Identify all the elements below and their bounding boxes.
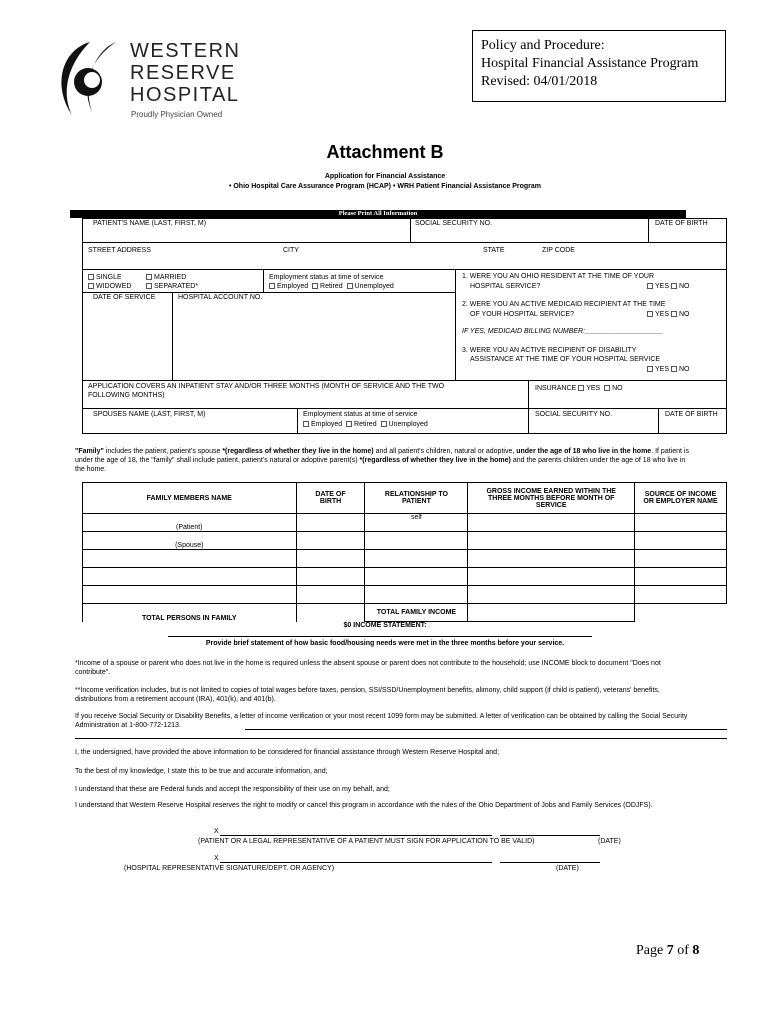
- question-2b: OF YOUR HOSPITAL SERVICE?: [470, 311, 574, 318]
- retired-checkbox[interactable]: [346, 421, 352, 427]
- question-3a: 3. WERE YOU AN ACTIVE RECIPIENT OF DISABILITY: [462, 347, 637, 354]
- patient-sig-x: X: [214, 828, 219, 835]
- policy-line-3: Revised: 04/01/2018: [481, 74, 598, 89]
- total-income-label: TOTAL FAMILY INCOME: [365, 604, 468, 622]
- subtitle-1: Application for Financial Assistance: [324, 173, 446, 180]
- col-relationship: RELATIONSHIP TO PATIENT: [365, 483, 468, 514]
- question-1a: 1. WERE YOU AN OHIO RESIDENT AT THE TIME OF YOUR: [462, 273, 655, 280]
- question-3b: ASSISTANCE AT THE TIME OF YOUR HOSPITAL SERVICE: [470, 356, 661, 363]
- zip-label: ZIP CODE: [542, 247, 575, 254]
- hospital-signature-line[interactable]: [220, 862, 492, 863]
- coverage-label-2: FOLLOWING MONTHS): [88, 392, 165, 399]
- page-title: Attachment B: [326, 142, 444, 162]
- page-number: Page 7 of 8: [636, 943, 700, 958]
- employed-checkbox[interactable]: [269, 283, 275, 289]
- patient-sig-caption: (PATIENT OR A LEGAL REPRESENTATIVE OF A PATIENT MUST SIGN FOR APPLICATION TO BE VALID): [198, 838, 535, 845]
- q2-options: YES NO: [647, 311, 689, 320]
- policy-line-2: Hospital Financial Assistance Program: [481, 56, 699, 71]
- retired-checkbox[interactable]: [312, 283, 318, 289]
- logo-line-2: RESERVE: [130, 62, 236, 84]
- spouse-ssn-label: SOCIAL SECURITY NO.: [535, 411, 613, 418]
- spouse-name-label: SPOUSES NAME (LAST, FIRST, M): [93, 411, 206, 418]
- note-spouse-income: *Income of a spouse or parent who does not live in the home is required unless the absent spouse or parent does not contribute to the household; use INCOME block to document "Does not contribute".: [75, 660, 661, 676]
- family-definition: "Family" includes the patient, patient's spouse *(regardless of whether they live in the home) and all patient's children, natural or adoptive, under the age of 18 who live in the home. If patient is under the age of 18, the "family" shall include patient, patient's natural or adoptive parent(s) *(regardless of whether they live in the home) and the parents children under the age of 18 who live in the home.: [75, 448, 689, 473]
- yes-checkbox[interactable]: [578, 385, 584, 391]
- note-income-verification: **Income verification includes, but is not limited to copies of total wages before taxes, pension, SSI/SSD/Unemployment benefits, alimony, child support (if child is patient), veterans' benefits, distributions from a retirement account (IRA), 401(k), and 401(b).: [75, 687, 660, 703]
- question-2a: 2. WERE YOU AN ACTIVE MEDICAID RECIPIENT AT THE TIME: [462, 301, 666, 308]
- table-row: [83, 550, 727, 568]
- patient-row-relationship[interactable]: self: [365, 514, 468, 532]
- total-persons-label: TOTAL PERSONS IN FAMILY: [83, 604, 297, 622]
- q1-options: YES NO: [647, 283, 689, 292]
- zero-income-statement: Provide brief statement of how basic food/housing needs were met in the three months before your service.: [205, 640, 565, 647]
- coverage-label-1: APPLICATION COVERS AN INPATIENT STAY AND/OR THREE MONTHS (MONTH OF SERVICE AND THE TWO: [88, 383, 445, 390]
- employed-checkbox[interactable]: [303, 421, 309, 427]
- checkbox-icon: [88, 283, 94, 289]
- marital-married[interactable]: MARRIED: [146, 274, 186, 283]
- patient-date-caption: (DATE): [598, 838, 621, 845]
- medicaid-number-label: IF YES, MEDICAID BILLING NUMBER:____________________: [462, 328, 663, 335]
- table-row: [83, 586, 727, 604]
- yes-checkbox[interactable]: [647, 311, 653, 317]
- family-members-table: [82, 482, 727, 622]
- hospital-logo: [52, 40, 122, 120]
- hospital-sig-caption: (HOSPITAL REPRESENTATIVE SIGNATURE/DEPT. OR AGENCY): [124, 865, 335, 872]
- q3-options: YES NO: [647, 366, 689, 375]
- spouse-row-name[interactable]: (Spouse): [83, 532, 297, 550]
- declaration-4: I understand that Western Reserve Hospital reserves the right to modify or cancel this program in accordance with the rules of the Ohio Department of Jobs and Family Services (ODJFS).: [75, 802, 653, 809]
- declaration-1: I, the undersigned, have provided the above information to be considered for financial assistance through Western Reserve Hospital and;: [75, 749, 500, 756]
- street-label: STREET ADDRESS: [88, 247, 151, 254]
- declaration-2: To the best of my knowledge, I state this to be true and accurate information, and;: [75, 768, 328, 775]
- hospital-account-label: HOSPITAL ACCOUNT NO.: [178, 294, 263, 301]
- question-1b: HOSPITAL SERVICE?: [470, 283, 541, 290]
- note-social-security: If you receive Social Security or Disability Benefits, a letter of income verification or your most recent 1099 form may be submitted. A letter of verification can be obtained by calling the Social Security Administration at 1-800-772-1213.: [75, 713, 688, 729]
- declaration-3: I understand that these are Federal funds and accept the responsibility of their use on my behalf, and;: [75, 786, 390, 793]
- col-source-income: SOURCE OF INCOME OR EMPLOYER NAME: [635, 483, 727, 514]
- marital-separated[interactable]: SEPARATED*: [146, 283, 198, 292]
- spouse-dob-label: DATE OF BIRTH: [665, 411, 718, 418]
- patient-name-label: PATIENT'S NAME (LAST, FIRST, M): [93, 220, 207, 227]
- col-gross-income: GROSS INCOME EARNED WITHIN THE THREE MONTHS BEFORE MONTH OF SERVICE: [468, 483, 635, 514]
- table-header-row: [83, 483, 727, 514]
- no-checkbox[interactable]: [671, 311, 677, 317]
- state-label: STATE: [483, 247, 505, 254]
- ssn-label: SOCIAL SECURITY NO.: [415, 220, 493, 227]
- no-checkbox[interactable]: [671, 366, 677, 372]
- col-date-of-birth: DATE OF BIRTH: [296, 483, 365, 514]
- subtitle-2: • Ohio Hospital Care Assurance Program (HCAP) • WRH Patient Financial Assistance Program: [228, 183, 542, 190]
- policy-line-1: Policy and Procedure:: [481, 38, 605, 53]
- table-row: [83, 568, 727, 586]
- yes-checkbox[interactable]: [647, 366, 653, 372]
- marital-single[interactable]: SINGLE: [88, 274, 122, 283]
- logo-line-3: HOSPITAL: [130, 84, 240, 106]
- employment-status-label: Employment status at time of service: [269, 274, 384, 281]
- totals-row: [83, 604, 727, 622]
- patient-date-line[interactable]: [500, 835, 600, 836]
- logo-line-1: WESTERN: [130, 40, 241, 62]
- patient-row-name[interactable]: (Patient): [83, 514, 297, 532]
- spouse-employment-label: Employment status at time of service: [303, 411, 418, 418]
- dob-label: DATE OF BIRTH: [655, 220, 708, 227]
- hospital-date-caption: (DATE): [556, 865, 579, 872]
- table-row: [83, 532, 727, 550]
- col-family-members: FAMILY MEMBERS NAME: [83, 483, 297, 514]
- checkbox-icon: [146, 283, 152, 289]
- logo-mark-icon: [52, 40, 122, 120]
- spouse-employment-options: Employed Retired Unemployed: [303, 421, 428, 430]
- city-label: CITY: [283, 247, 299, 254]
- employment-options: Employed Retired Unemployed: [269, 283, 394, 292]
- no-checkbox[interactable]: [604, 385, 610, 391]
- insurance-options: INSURANCE YES NO: [535, 385, 623, 392]
- patient-signature-line[interactable]: [220, 835, 492, 836]
- unemployed-checkbox[interactable]: [381, 421, 387, 427]
- table-row: [83, 514, 727, 532]
- yes-checkbox[interactable]: [647, 283, 653, 289]
- marital-widowed[interactable]: WIDOWED: [88, 283, 131, 292]
- checkbox-icon: [88, 274, 94, 280]
- hospital-sig-x: X: [214, 855, 219, 862]
- logo-tagline: Proudly Physician Owned: [131, 110, 223, 119]
- unemployed-checkbox[interactable]: [347, 283, 353, 289]
- policy-box: [472, 30, 726, 102]
- no-checkbox[interactable]: [671, 283, 677, 289]
- print-banner: Please Print All Information: [70, 210, 686, 218]
- zero-income-label: $0 INCOME STATEMENT:: [343, 622, 427, 629]
- checkbox-icon: [146, 274, 152, 280]
- date-of-service-label: DATE OF SERVICE: [93, 294, 156, 301]
- applicant-form: [82, 218, 727, 434]
- hospital-date-line[interactable]: [500, 862, 600, 863]
